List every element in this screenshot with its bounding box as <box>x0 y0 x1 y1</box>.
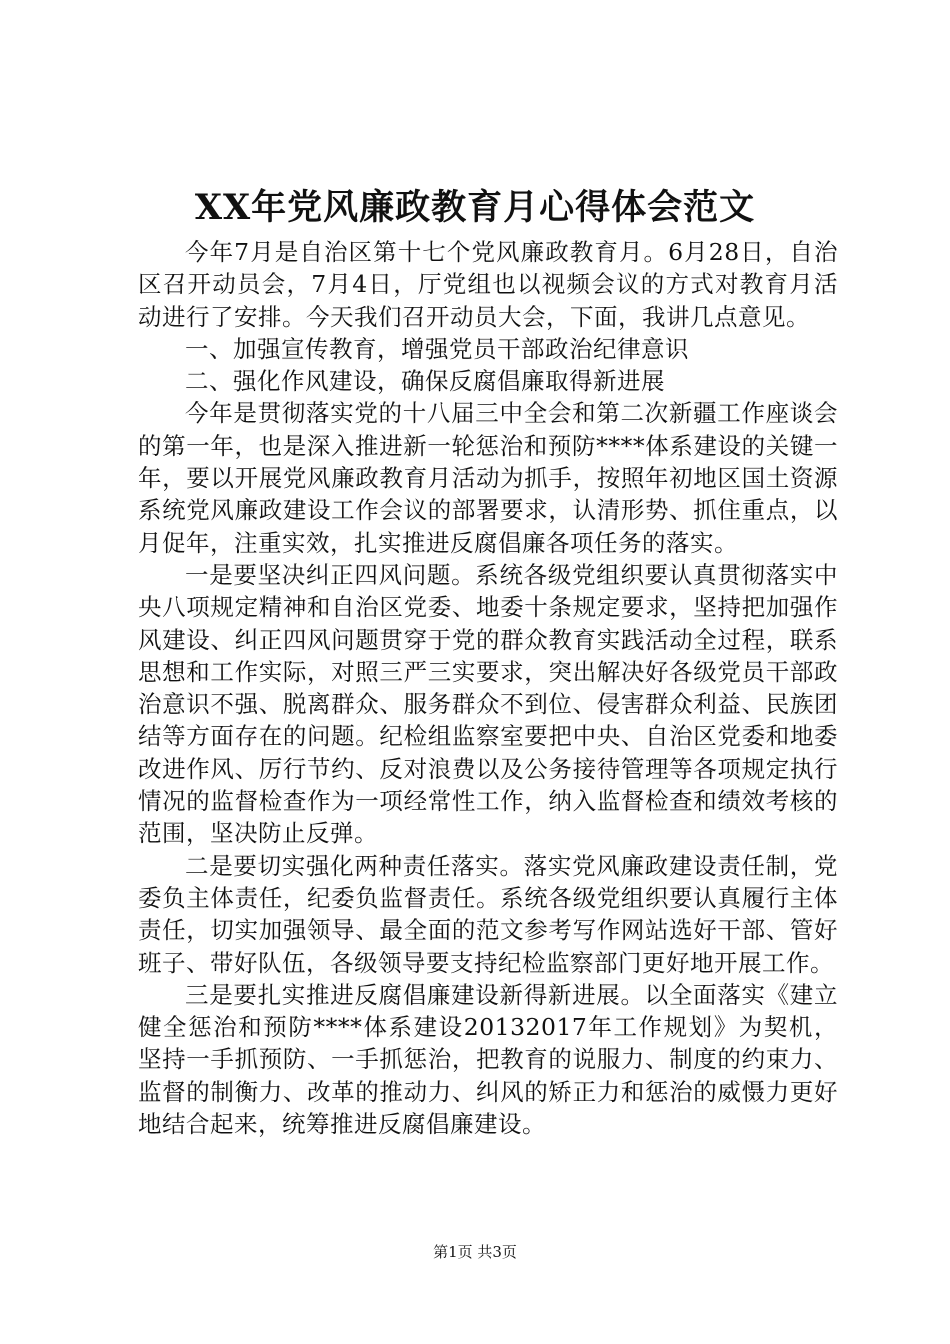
paragraph-point-1: 一是要坚决纠正四风问题。系统各级党组织要认真贯彻落实中央八项规定精神和自治区党委、地委十条规定要求，坚持把加强作风建设、纠正四风问题贯穿于党的群众教育实践活动全过程，联系思想和工作实际，对照三严三实要求，突出解决好各级党员干部政治意识不强、脱离群众、服务群众不到位、侵害群众利益、民族团结等方面存在的问题。纪检组监察室要把中央、自治区党委和地委改进作风、厉行节约、反对浪费以及公务接待管理等各项规定执行情况的监督检查作为一项经常性工作，纳入监督检查和绩效考核的范围，坚决防止反弹。 <box>138 560 838 848</box>
section-heading-1: 一、加强宣传教育，增强党员干部政治纪律意识 <box>185 334 689 363</box>
document-body <box>138 236 838 1140</box>
page-number: 第1页 共3页 <box>433 1243 517 1261</box>
paragraph-intro: 今年7月是自治区第十七个党风廉政教育月。6月28日，自治区召开动员会，7月4日，厅党组也以视频会议的方式对教育月活动进行了安排。今天我们召开动员大会，下面，我讲几点意见。 <box>138 238 838 331</box>
section-heading-2: 二、强化作风建设，确保反腐倡廉取得新进展 <box>185 367 665 396</box>
paragraph-overview: 今年是贯彻落实党的十八届三中全会和第二次新疆工作座谈会的第一年，也是深入推进新一轮惩治和预防****体系建设的关键一年，要以开展党风廉政教育月活动为抓手，按照年初地区国土资源系统党风廉政建设工作会议的部署要求，认清形势、抓住重点，以月促年，注重实效，扎实推进反腐倡廉各项任务的落实。 <box>138 399 838 557</box>
paragraph-point-3: 三是要扎实推进反腐倡廉建设新得新进展。以全面落实《建立健全惩治和预防****体系建设20132017年工作规划》为契机，坚持一手抓预防、一手抓惩治，把教育的说服力、制度的约束力、监督的制衡力、改革的推动力、纠风的矫正力和惩治的威慑力更好地结合起来，统筹推进反腐倡廉建设。 <box>138 980 838 1139</box>
paragraph-point-2: 二是要切实强化两种责任落实。落实党风廉政建设责任制，党委负主体责任，纪委负监督责任。系统各级党组织要认真履行主体责任，切实加强领导、最全面的范文参考写作网站选好干部、管好班子、带好队伍，各级领导要支持纪检监察部门更好地开展工作。 <box>138 851 838 977</box>
document-title: XX年党风廉政教育月心得体会范文 <box>194 187 756 228</box>
